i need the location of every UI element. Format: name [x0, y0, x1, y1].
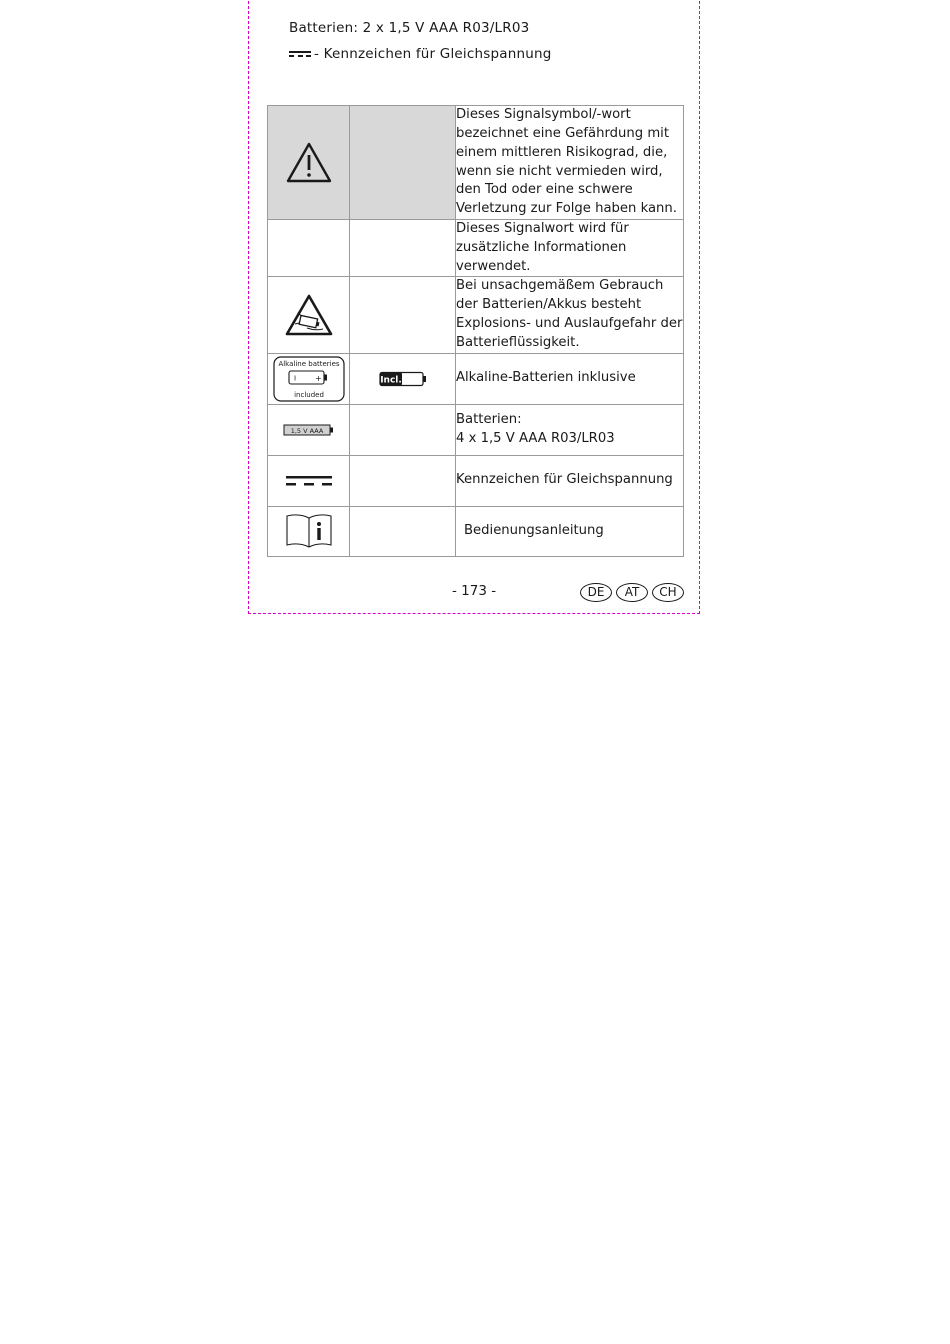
signal-word-cell	[350, 277, 456, 353]
table-row	[268, 106, 684, 220]
alkaline-icon-bottom-text: included	[293, 390, 324, 399]
dc-line	[289, 46, 552, 62]
signal-word-cell	[350, 353, 456, 404]
aaa-battery-icon	[283, 423, 335, 437]
aaa-battery-label: 1,5 V AAA	[290, 426, 323, 435]
description-cell: Kennzeichen für Gleichspannung	[456, 455, 684, 506]
table-row	[268, 455, 684, 506]
warning-triangle-icon	[285, 141, 333, 185]
description-cell: Bedienungsanleitung	[456, 506, 684, 556]
symbol-cell	[268, 353, 350, 404]
signal-word-cell	[350, 106, 456, 220]
description-cell	[456, 404, 684, 455]
direct-current-small-icon	[289, 50, 311, 58]
battery-incl-label: Incl.	[379, 375, 402, 386]
symbol-cell	[268, 506, 350, 556]
table-row	[268, 404, 684, 455]
signal-word-cell	[350, 404, 456, 455]
description-cell: Bei unsachgemäßem Gebrauch der Batterien/Akkus besteht Explosions- und Auslaufgefahr der Batterieflüssigkeit.	[456, 277, 684, 353]
alkaline-icon-top-text: Alkaline batteries	[277, 359, 340, 368]
symbols-table	[267, 105, 684, 557]
table-row	[268, 220, 684, 277]
batteries-line: Batterien: 2 x 1,5 V AAA R03/LR03	[289, 20, 530, 36]
table-row	[268, 353, 684, 404]
battery-incl-icon	[379, 371, 427, 387]
svg-text:+: +	[314, 373, 322, 383]
description-line: 4 x 1,5 V AAA R03/LR03	[456, 430, 615, 446]
signal-word-cell	[350, 455, 456, 506]
manual-info-book-icon	[285, 513, 333, 549]
symbol-cell	[268, 404, 350, 455]
signal-word-cell	[350, 220, 456, 277]
signal-word-cell	[350, 506, 456, 556]
symbol-cell	[268, 220, 350, 277]
page-number: - 173 -	[452, 583, 497, 599]
battery-explosion-warning-icon	[285, 294, 333, 336]
description-cell: Dieses Signalsymbol/-wort bezeichnet eine Gefährdung mit einem mittleren Risikograd, die, wenn sie nicht vermieden wird, den Tod oder eine schwere Verletzung zur Folge haben kann.	[456, 106, 684, 220]
symbol-cell	[268, 277, 350, 353]
direct-current-icon	[286, 475, 332, 487]
country-badges	[580, 583, 684, 602]
table-row	[268, 506, 684, 556]
dc-line-text: - Kennzeichen für Gleichspannung	[314, 46, 552, 62]
symbol-cell	[268, 455, 350, 506]
description-cell: Alkaline-Batterien inklusive	[456, 353, 684, 404]
table-row	[268, 277, 684, 353]
symbol-cell	[268, 106, 350, 220]
description-line: Batterien:	[456, 411, 522, 427]
country-badge-at: AT	[616, 583, 648, 602]
svg-text:I: I	[293, 374, 296, 383]
country-badge-de: DE	[580, 583, 612, 602]
alkaline-batteries-included-icon	[273, 356, 345, 402]
country-badge-ch: CH	[652, 583, 684, 602]
description-cell: Dieses Signalwort wird für zusätzliche Informationen verwendet.	[456, 220, 684, 277]
